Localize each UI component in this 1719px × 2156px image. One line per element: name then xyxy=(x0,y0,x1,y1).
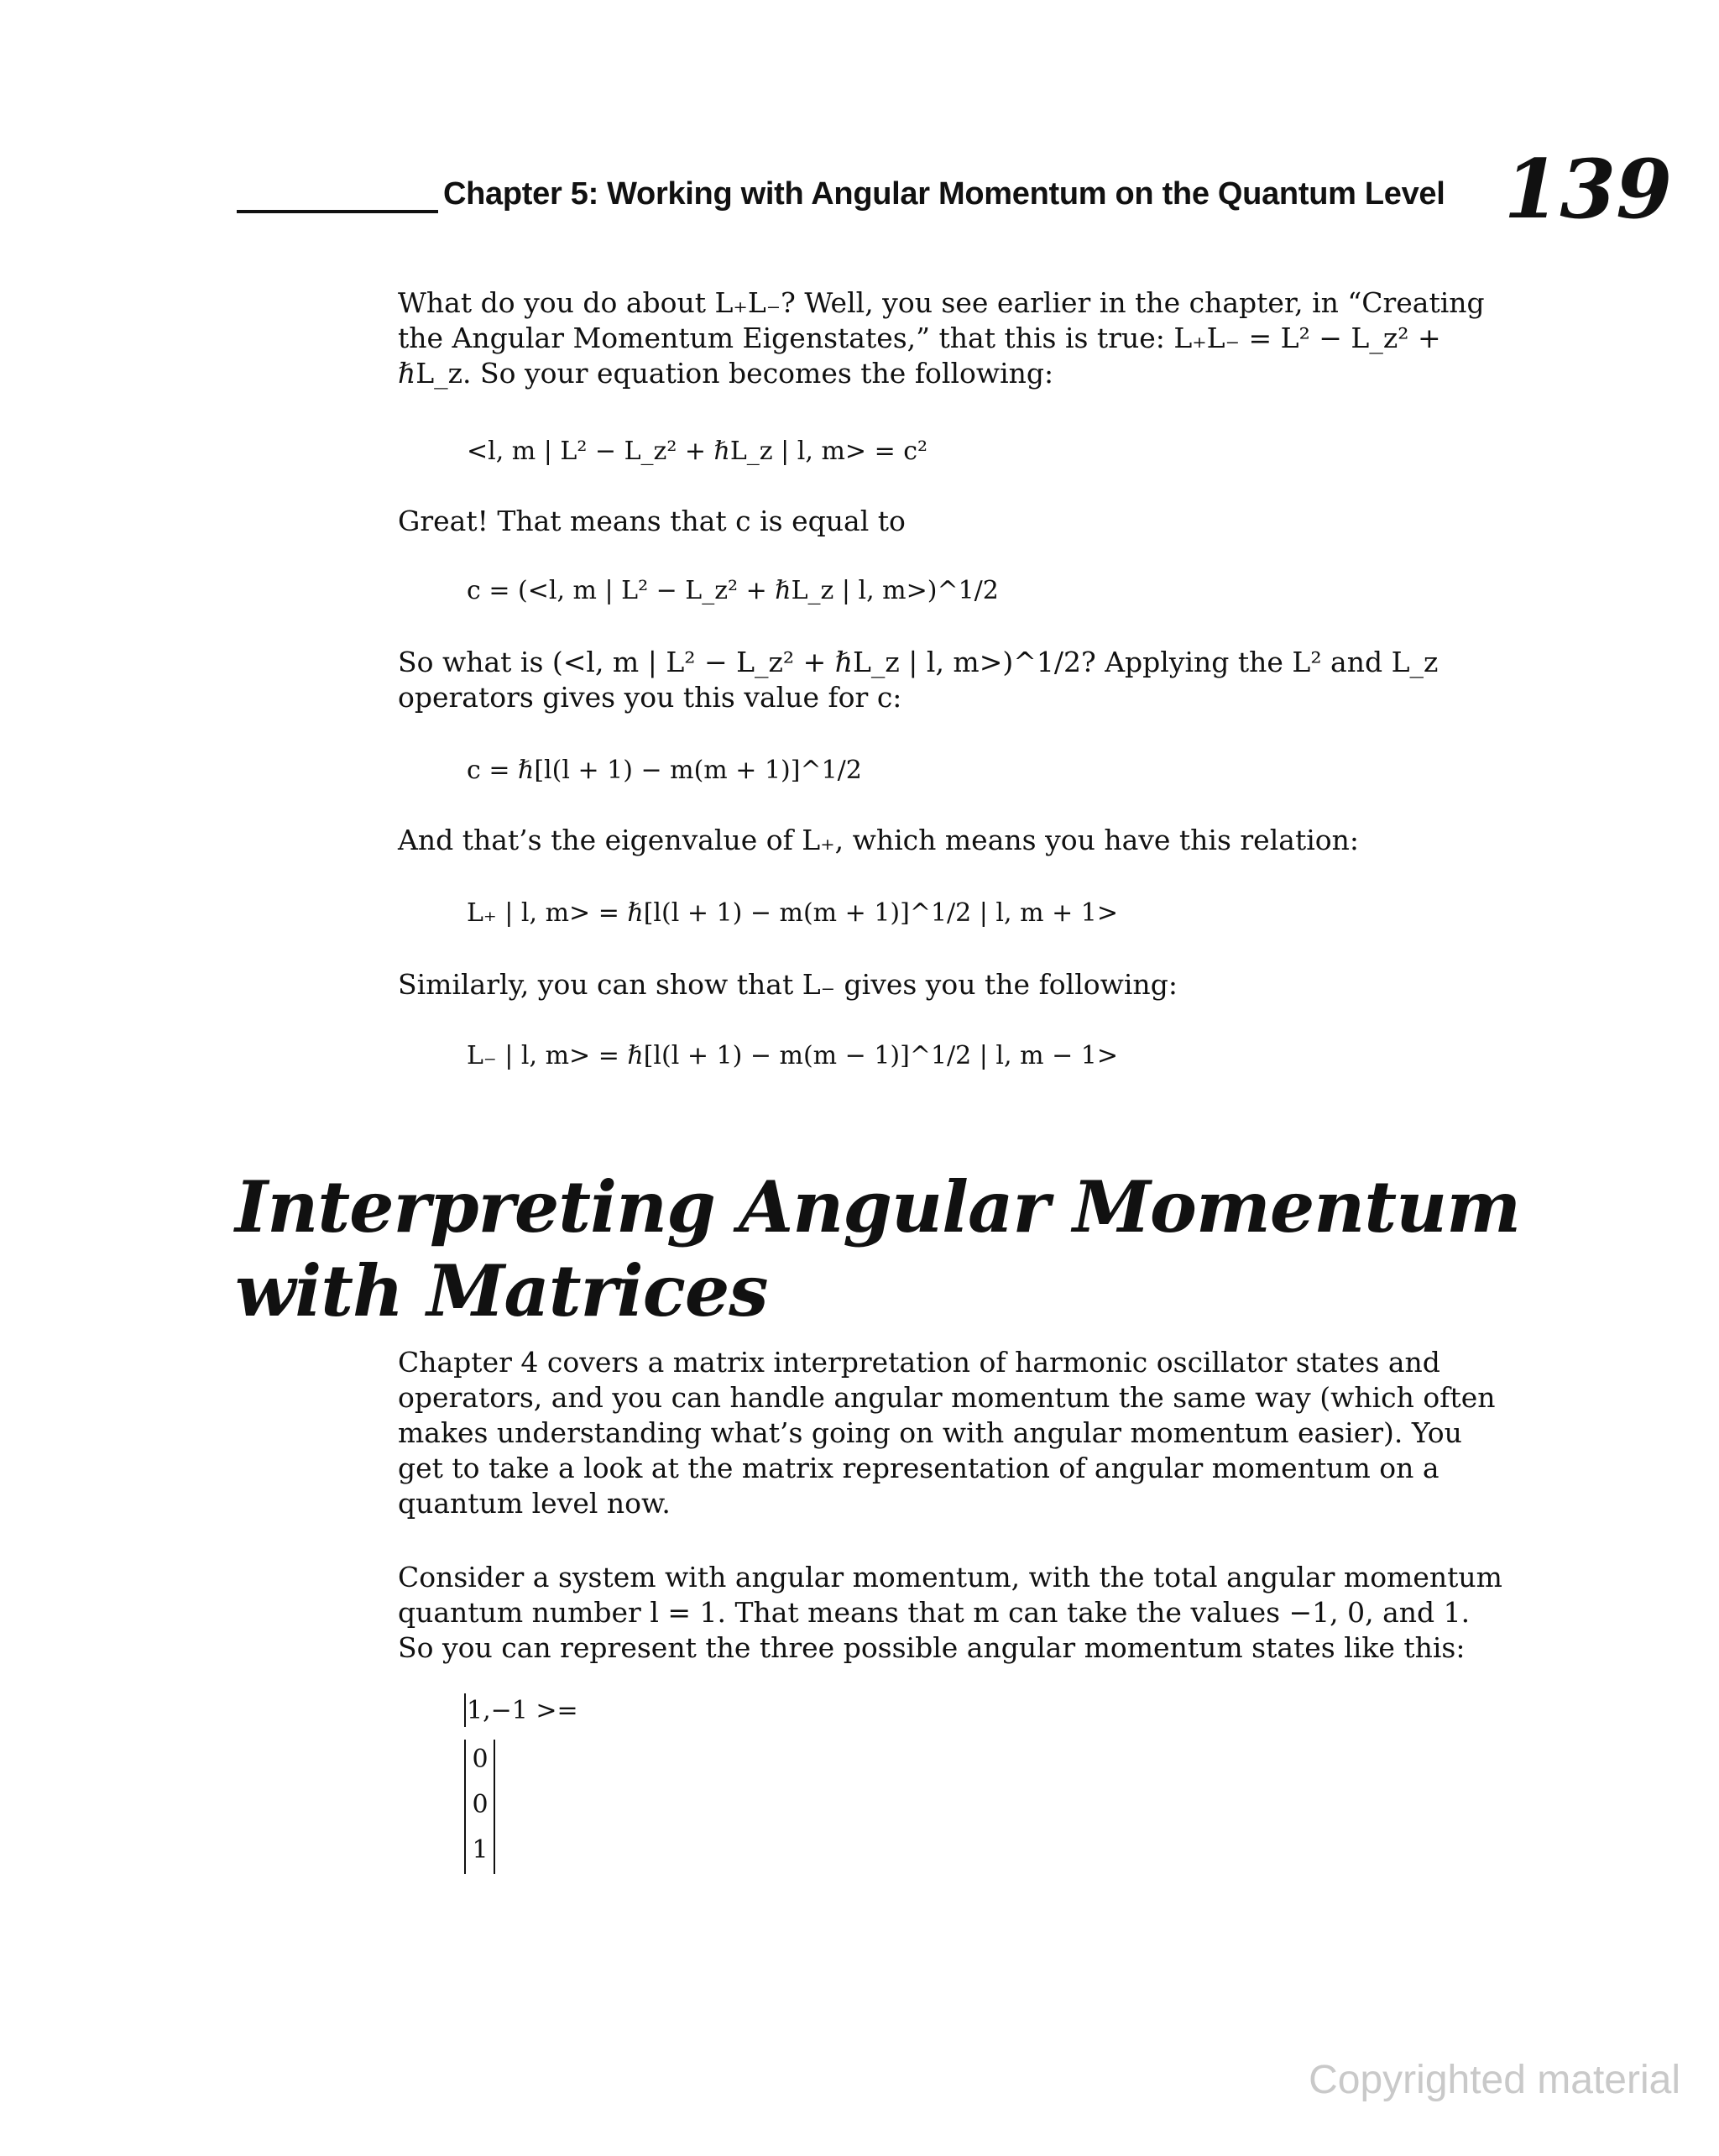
equation-5: L₋ | l, m> = ℏ[l(l + 1) − m(m − 1)]^1/2 | l, m − 1> xyxy=(467,1041,1118,1070)
equation-2: c = (<l, m | L² − L_z² + ℏL_z | l, m>)^1/2 xyxy=(467,576,999,605)
paragraph-7: Consider a system with angular momentum, with the total angular momentum quantum number l = 1. That means that m can take the values −1, 0, and 1. So you can represent the three possible angular momentum states like this: xyxy=(398,1561,1502,1664)
paragraph-5: Similarly, you can show that L₋ gives you the following: xyxy=(398,968,1178,1001)
ket-label: 1,−1 >= xyxy=(467,1696,578,1725)
ket-left-bar xyxy=(464,1693,466,1727)
header-rule xyxy=(237,210,438,213)
vector-entry-2: 0 xyxy=(472,1790,489,1819)
page-number: 139 xyxy=(1503,142,1672,237)
paragraph-4: And that’s the eigenvalue of L₊, which means you have this relation: xyxy=(398,824,1359,856)
equation-1: <l, m | L² − L_z² + ℏL_z | l, m> = c² xyxy=(467,437,928,466)
vector-entry-1: 0 xyxy=(472,1745,489,1774)
paragraph-6: Chapter 4 covers a matrix interpretation of harmonic oscillator states and operators, and you can handle angular momentum the same way (which often makes understanding what’s going on with angular momentum easier). You get to take a look at the matrix representation of angular momentum on a quantum level now. xyxy=(398,1346,1496,1520)
section-heading-line-1: Interpreting Angular Momentum xyxy=(235,1165,1521,1248)
vector-right-bar xyxy=(494,1740,495,1874)
vector-entry-3: 1 xyxy=(472,1835,489,1865)
paragraph-2: Great! That means that c is equal to xyxy=(398,505,906,537)
running-header xyxy=(237,142,1672,242)
paragraph-3: So what is (<l, m | L² − L_z² + ℏL_z | l, m>)^1/2? Applying the L² and L_z operators gives you this value for c: xyxy=(398,646,1439,714)
vector-left-bar xyxy=(464,1740,466,1874)
equation-3: c = ℏ[l(l + 1) − m(m + 1)]^1/2 xyxy=(467,756,862,785)
running-title: Chapter 5: Working with Angular Momentum on the Quantum Level xyxy=(443,176,1445,212)
equation-4: L₊ | l, m> = ℏ[l(l + 1) − m(m + 1)]^1/2 | l, m + 1> xyxy=(467,898,1118,928)
column-vector xyxy=(467,1740,495,1874)
section-heading-line-2: with Matrices xyxy=(235,1249,768,1332)
section-heading xyxy=(235,1165,1520,1333)
paragraph-1: What do you do about L₊L₋? Well, you see earlier in the chapter, in “Creating the Angular Momentum Eigenstates,” that this is true: L₊L₋ = L² − L_z² + ℏL_z. So your equation becomes the following: xyxy=(398,286,1485,390)
copyright-watermark: Copyrighted material xyxy=(1309,2058,1680,2102)
